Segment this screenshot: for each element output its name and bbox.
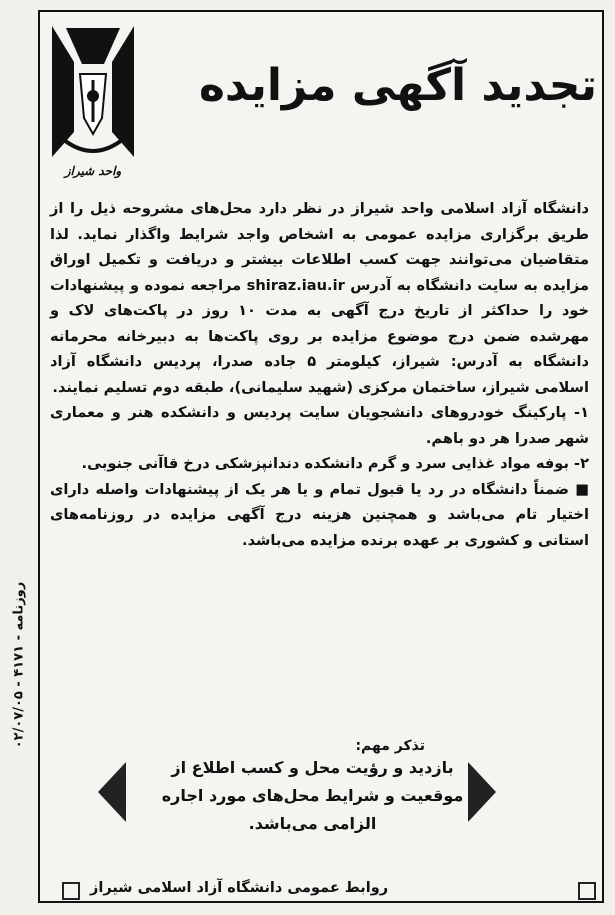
footer-box-icon <box>62 882 80 900</box>
reminder-line: موقعیت و شرایط محل‌های مورد اجاره <box>161 786 464 805</box>
university-logo-icon <box>44 22 142 172</box>
note-paragraph: ■ ضمناً دانشگاه در رد یا قبول تمام و یا هر یک از پیشنهادات واصله دارای اختیار تام می‌باشد و همچنین هزینه درج آگهی مزایده در روزنامه‌های استانی و کشوری بر عهده برنده مزایده می‌باشد. <box>50 480 589 549</box>
side-caption <box>2 500 36 830</box>
side-caption-text: ۰۲/۰۷/۰۵ - ۴۱۷۱ - روزنامه <box>11 581 27 749</box>
website-address: shiraz.iau.ir <box>246 276 345 294</box>
footer-box-icon <box>578 882 596 900</box>
paragraph-text: در نظر دارد محل‌های مشروحه ذیل را از طریق برگزاری مزایده عمومی به اشخاص واجد شرایط واگذار نماید. لذا متقاضیان می‌توانند جهت کسب اطلاعات بیشتر و دریافت و تکمیل اوراق مزایده به سایت دانشگاه به آدرس <box>50 200 589 294</box>
list-item: ۱- پارکینگ خودروهای دانشجویان سایت پردیس و دانشکده هنر و معماری شهر صدرا هر دو باهم. <box>50 404 589 447</box>
arrow-left-icon <box>98 762 126 822</box>
reminder-label: تذکر مهم: <box>355 738 425 754</box>
reminder-line: الزامی می‌باشد. <box>248 814 377 833</box>
notice-body <box>50 196 589 553</box>
main-paragraph <box>50 196 589 400</box>
organization-name: دانشگاه آزاد اسلامی واحد شیراز <box>351 200 590 217</box>
list-item: ۲- بوفه مواد غذایی سرد و گرم دانشکده دندانپزشکی درخ قاآنی جنوبی. <box>81 455 589 472</box>
footer-credit: روابط عمومی دانشگاه آزاد اسلامی شیراز <box>90 880 389 896</box>
notice-title: تجدید آگهی مزایده <box>198 60 597 111</box>
reminder-line: بازدید و رؤیت محل و کسب اطلاع از <box>171 758 454 777</box>
paragraph-text-end: مراجعه نموده و پیشنهادات خود را حداکثر از تاریخ درج آگهی به مدت ۱۰ روز در پاکت‌های لاک و مهرشده ضمن درج موضوع مزایده بر روی پاکت‌ها به دبیرخانه محرمانه دانشگاه به آدرس: شیراز، کیلومتر ۵ جاده صدرا، پردیس دانشگاه آزاد اسلامی شیراز، ساختمان مرکزی (شهید سلیمانی)، طبقه دوم تسلیم نمایند. <box>50 276 590 396</box>
logo-caption: واحد شیراز <box>64 164 122 178</box>
reminder-box <box>130 738 495 838</box>
